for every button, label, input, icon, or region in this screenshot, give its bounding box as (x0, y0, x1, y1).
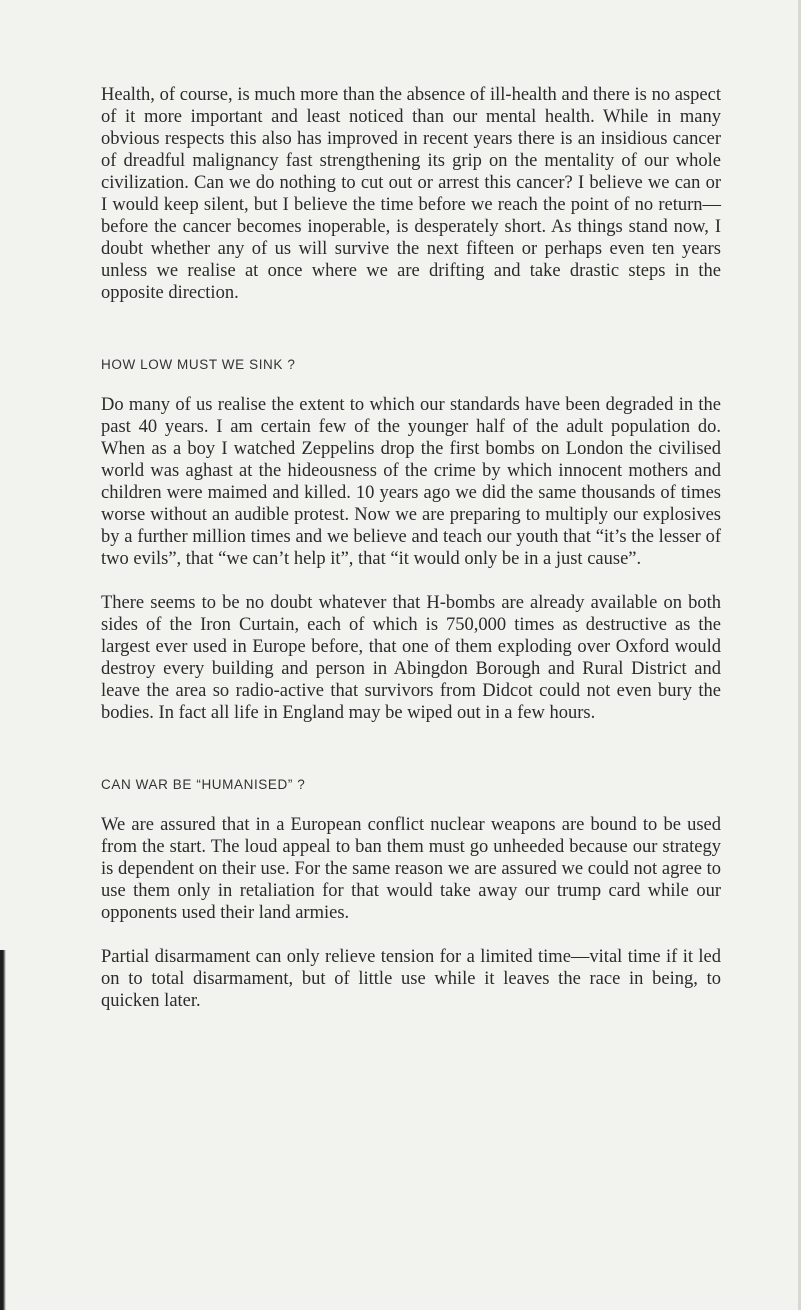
paragraph-mental-health: Health, of course, is much more than the absence of ill-health and there is no aspect of it more important and least noticed than our mental health. While in many obvious respects this also has improved in recent years there is an insidious cancer of dreadful malignancy fast strengthening its grip on the mentality of our whole civilization. Can we do nothing to cut out or arrest this cancer? I believe we can or I would keep silent, but I believe the time before we reach the point of no return—before the cancer becomes inoperable, is desperately short. As things stand now, I doubt whether any of us will survive the next fifteen or perhaps even ten years unless we realise at once where we are drifting and take drastic steps in the opposite direction. (101, 85, 721, 303)
section-heading-humanised: CAN WAR BE “HUMANISED” ? (101, 777, 306, 792)
paragraph-partial-disarmament: Partial disarmament can only relieve tension for a limited time—vital time if it led on to total disarmament, but of little use while it leaves the race in being, to quicken later. (101, 947, 721, 1011)
paragraph-h-bombs: There seems to be no doubt whatever that H-bombs are already available on both sides of the Iron Curtain, each of which is 750,000 times as destructive as the largest ever used in Europe before, that one of them exploding over Oxford would destroy every building and person in Abingdon Borough and Rural District and leave the area so radio-active that survivors from Didcot could not even bury the bodies. In fact all life in England may be wiped out in a few hours. (101, 593, 721, 723)
paragraph-standards-degraded: Do many of us realise the extent to which our standards have been degraded in the past 40 years. I am certain few of the younger half of the adult population do. When as a boy I watched Zeppelins drop the first bombs on London the civilised world was aghast at the hideousness of the crime by which innocent mothers and children were maimed and killed. 10 years ago we did the same thousands of times worse without an audible protest. Now we are preparing to multiply our explosives by a further million times and we believe and teach our youth that “it’s the lesser of two evils”, that “we can’t help it”, that “it would only be in a just cause”. (101, 395, 721, 569)
section-heading-how-low: HOW LOW MUST WE SINK ? (101, 357, 296, 372)
binding-shadow (0, 950, 6, 1310)
paragraph-nuclear-weapons: We are assured that in a European conflict nuclear weapons are bound to be used from the start. The loud appeal to ban them must go unheeded because our strategy is dependent on their use. For the same reason we are assured we could not agree to use them only in retaliation for that would take away our trump card while our opponents used their land armies. (101, 815, 721, 923)
document-body (101, 84, 721, 1012)
